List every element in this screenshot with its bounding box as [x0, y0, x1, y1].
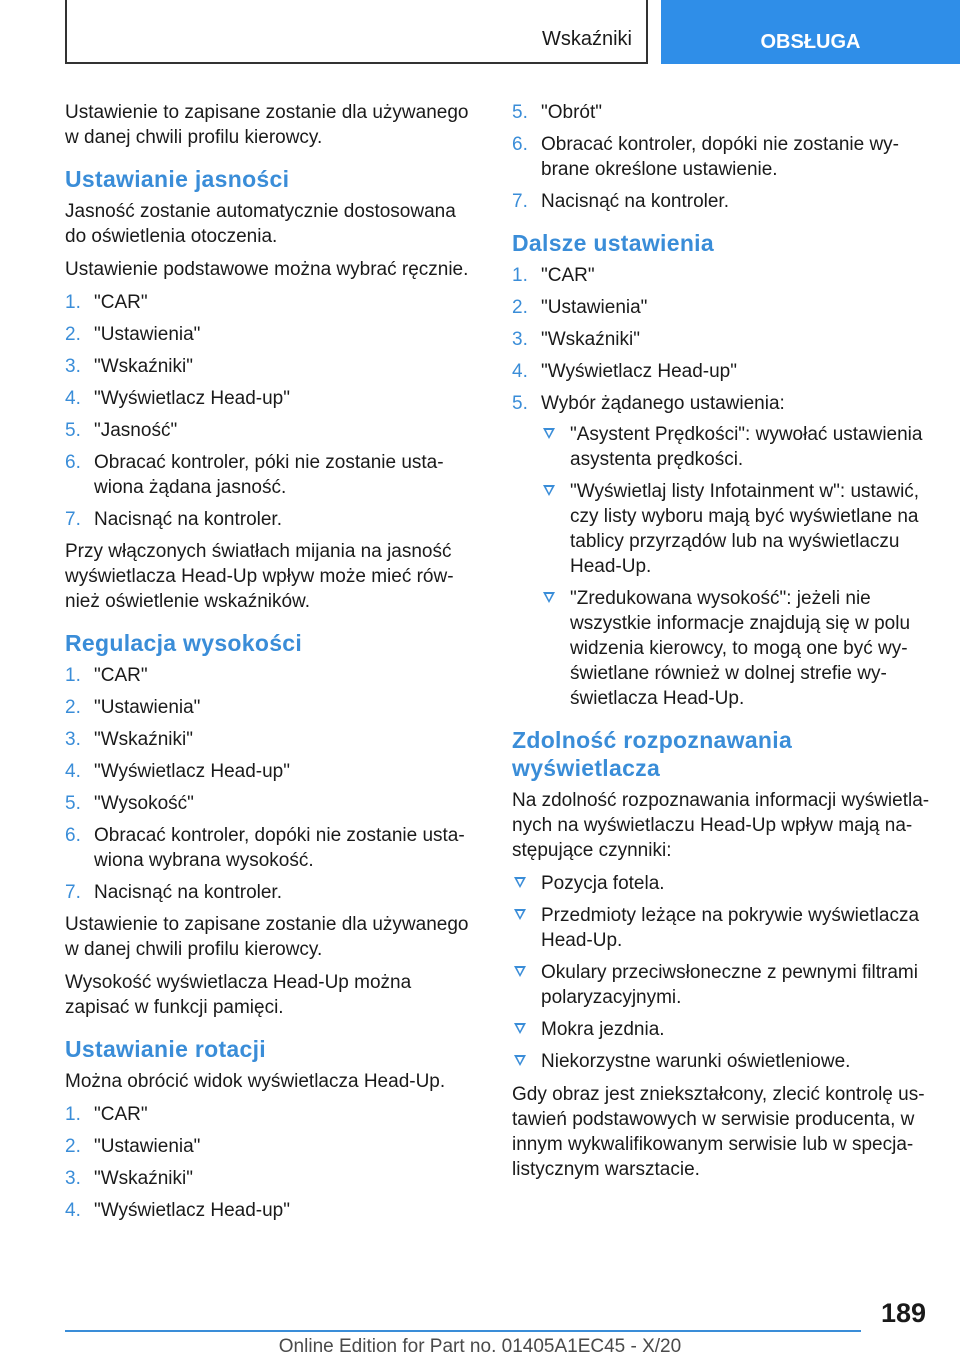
step-text: "Ustawienia" — [541, 297, 648, 318]
step-number: 2. — [65, 324, 81, 345]
list-item — [541, 479, 932, 579]
step-number: 7. — [65, 509, 81, 530]
step-number: 1. — [512, 265, 528, 286]
paragraph: Ustawienie podstawowe można wybrać ręcznie. — [65, 259, 469, 280]
step-text: "Wskaźniki" — [94, 729, 193, 750]
step-text: "Wyświetlacz Head-up" — [541, 361, 737, 382]
step-text: "Wyświetlacz Head-up" — [94, 761, 290, 782]
step-text: Obracać kontroler, dopóki nie zostanie usta- wiona wybrana wysokość. — [94, 825, 465, 871]
list-item — [65, 1102, 480, 1127]
factor-text: Mokra jezdnia. — [541, 1019, 665, 1040]
list-item — [65, 507, 480, 532]
options-list — [541, 422, 932, 711]
step-number: 1. — [65, 1104, 81, 1125]
paragraph: Jasność zostanie automatycznie dostosowana do oświetlenia otoczenia. — [65, 201, 456, 247]
list-item — [65, 290, 480, 315]
step-text: Nacisnąć na kontroler. — [94, 882, 282, 903]
step-number: 7. — [512, 191, 528, 212]
step-text: "Wskaźniki" — [94, 356, 193, 377]
step-number: 4. — [65, 388, 81, 409]
step-text: "Wyświetlacz Head-up" — [94, 388, 290, 409]
list-item — [65, 759, 480, 784]
list-item — [512, 1049, 932, 1074]
list-item — [512, 295, 932, 320]
step-text: "Wyświetlacz Head-up" — [94, 1200, 290, 1221]
step-number: 5. — [65, 793, 81, 814]
step-text: "Jasność" — [94, 420, 178, 441]
list-item — [512, 871, 932, 896]
page-number: 189 — [880, 1298, 926, 1328]
header-box — [65, 0, 648, 64]
left-column — [65, 100, 480, 1230]
list-item — [65, 695, 480, 720]
step-number: 3. — [512, 329, 528, 350]
step-text: "CAR" — [94, 1104, 148, 1125]
step-text: "Ustawienia" — [94, 1136, 201, 1157]
step-text: "Wysokość" — [94, 793, 194, 814]
factor-text: Okulary przeciwsłoneczne z pewnymi filtrami polaryzacyjnymi. — [541, 962, 918, 1008]
list-item — [512, 391, 932, 711]
list-item — [65, 1198, 480, 1223]
bullet-triangle-icon — [514, 909, 526, 920]
step-text: Nacisnąć na kontroler. — [541, 191, 729, 212]
step-number: 6. — [512, 134, 528, 155]
factor-text: Pozycja fotela. — [541, 873, 665, 894]
step-number: 3. — [65, 356, 81, 377]
list-item — [65, 727, 480, 752]
list-item — [65, 322, 480, 347]
bullet-triangle-icon — [543, 592, 555, 603]
header-chapter-tab: OBSŁUGA — [661, 0, 960, 64]
list-item — [65, 450, 480, 500]
step-text: Obracać kontroler, póki nie zostanie usta- wiona żądana jasność. — [94, 452, 444, 498]
paragraph: Można obrócić widok wyświetlacza Head-Up. — [65, 1071, 446, 1092]
step-text: Wybór żądanego ustawienia: — [541, 393, 785, 414]
list-item — [65, 418, 480, 443]
bullet-triangle-icon — [543, 485, 555, 496]
step-text: Nacisnąć na kontroler. — [94, 509, 282, 530]
step-number: 1. — [65, 292, 81, 313]
list-item — [512, 359, 932, 384]
list-item — [65, 880, 480, 905]
bullet-triangle-icon — [543, 428, 555, 439]
option-text: "Zredukowana wysokość": jeżeli nie wszystkie informacje znajdują się w polu widzenia kierowcy, to mogą one być wy- świetlane również w dolnej strefie wy- świetlacza Head-Up. — [570, 588, 911, 709]
step-number: 3. — [65, 729, 81, 750]
header-section-title: Wskaźniki — [541, 28, 632, 50]
paragraph: Przy włączonych światłach mijania na jasność wyświetlacza Head-Up wpływ może mieć rów- nież oświetlenie wskaźników. — [65, 541, 454, 612]
bullet-triangle-icon — [514, 1023, 526, 1034]
step-text: "Ustawienia" — [94, 324, 201, 345]
steps-height — [65, 663, 480, 905]
step-number: 6. — [65, 452, 81, 473]
heading-legibility: Zdolność rozpoznawania wyświetlacza — [512, 727, 793, 781]
paragraph: Wysokość wyświetlacza Head-Up można zapisać w funkcji pamięci. — [65, 972, 412, 1018]
steps-further-settings — [512, 263, 932, 711]
factor-text: Niekorzystne warunki oświetleniowe. — [541, 1051, 851, 1072]
step-text: "Wskaźniki" — [541, 329, 640, 350]
heading-brightness: Ustawianie jasności — [65, 166, 290, 192]
step-number: 6. — [65, 825, 81, 846]
step-number: 4. — [65, 761, 81, 782]
heading-height: Regulacja wysokości — [65, 630, 303, 656]
steps-rotation — [65, 1102, 480, 1223]
factor-text: Przedmioty leżące na pokrywie wyświetlacza Head-Up. — [541, 905, 920, 951]
factors-list — [512, 871, 932, 1074]
option-text: "Asystent Prędkości": wywołać ustawienia asystenta prędkości. — [570, 424, 923, 470]
step-number: 2. — [512, 297, 528, 318]
list-item — [65, 663, 480, 688]
steps-brightness — [65, 290, 480, 532]
step-number: 3. — [65, 1168, 81, 1189]
list-item — [512, 189, 932, 214]
list-item — [65, 386, 480, 411]
footer-divider — [65, 1330, 861, 1332]
footer-edition: Online Edition for Part no. 01405A1EC45 - X/20 — [278, 1336, 682, 1357]
list-item — [512, 960, 932, 1010]
right-column — [512, 100, 932, 1190]
list-item — [512, 263, 932, 288]
step-number: 4. — [512, 361, 528, 382]
list-item — [541, 422, 932, 472]
paragraph: Na zdolność rozpoznawania informacji wyświetla- nych na wyświetlaczu Head-Up wpływ mają na- stępujące czynniki: — [512, 790, 930, 861]
step-text: "Wskaźniki" — [94, 1168, 193, 1189]
step-number: 5. — [512, 102, 528, 123]
steps-rotation-continued — [512, 100, 932, 214]
step-number: 1. — [65, 665, 81, 686]
step-text: "CAR" — [94, 292, 148, 313]
paragraph: Gdy obraz jest zniekształcony, zlecić kontrolę us- tawień podstawowych w serwisie producenta, w innym wykwalifikowanym serwisie lub w specja- listycznym warsztacie. — [512, 1084, 925, 1180]
step-text: "Obrót" — [541, 102, 603, 123]
step-number: 2. — [65, 697, 81, 718]
list-item — [512, 903, 932, 953]
bullet-triangle-icon — [514, 966, 526, 977]
list-item — [512, 132, 932, 182]
heading-rotation: Ustawianie rotacji — [65, 1036, 266, 1062]
step-text: "Ustawienia" — [94, 697, 201, 718]
step-number: 5. — [65, 420, 81, 441]
list-item — [65, 354, 480, 379]
list-item — [512, 327, 932, 352]
paragraph: Ustawienie to zapisane zostanie dla używanego w danej chwili profilu kierowcy. — [65, 914, 469, 960]
step-text: Obracać kontroler, dopóki nie zostanie wy- brane określone ustawienie. — [541, 134, 900, 180]
step-number: 2. — [65, 1136, 81, 1157]
list-item — [541, 586, 932, 711]
list-item — [65, 1134, 480, 1159]
list-item — [65, 823, 480, 873]
intro-paragraph: Ustawienie to zapisane zostanie dla używanego w danej chwili profilu kierowcy. — [65, 102, 469, 148]
step-number: 4. — [65, 1200, 81, 1221]
list-item — [512, 100, 932, 125]
list-item — [65, 791, 480, 816]
list-item — [65, 1166, 480, 1191]
bullet-triangle-icon — [514, 877, 526, 888]
list-item — [512, 1017, 932, 1042]
step-text: "CAR" — [541, 265, 595, 286]
heading-further-settings: Dalsze ustawienia — [512, 230, 714, 256]
step-text: "CAR" — [94, 665, 148, 686]
step-number: 7. — [65, 882, 81, 903]
bullet-triangle-icon — [514, 1055, 526, 1066]
option-text: "Wyświetlaj listy Infotainment w": ustawić, czy listy wyboru mają być wyświetlane na tablicy przyrządów lub na wyświetlaczu Head-Up. — [570, 481, 920, 577]
step-number: 5. — [512, 393, 528, 414]
